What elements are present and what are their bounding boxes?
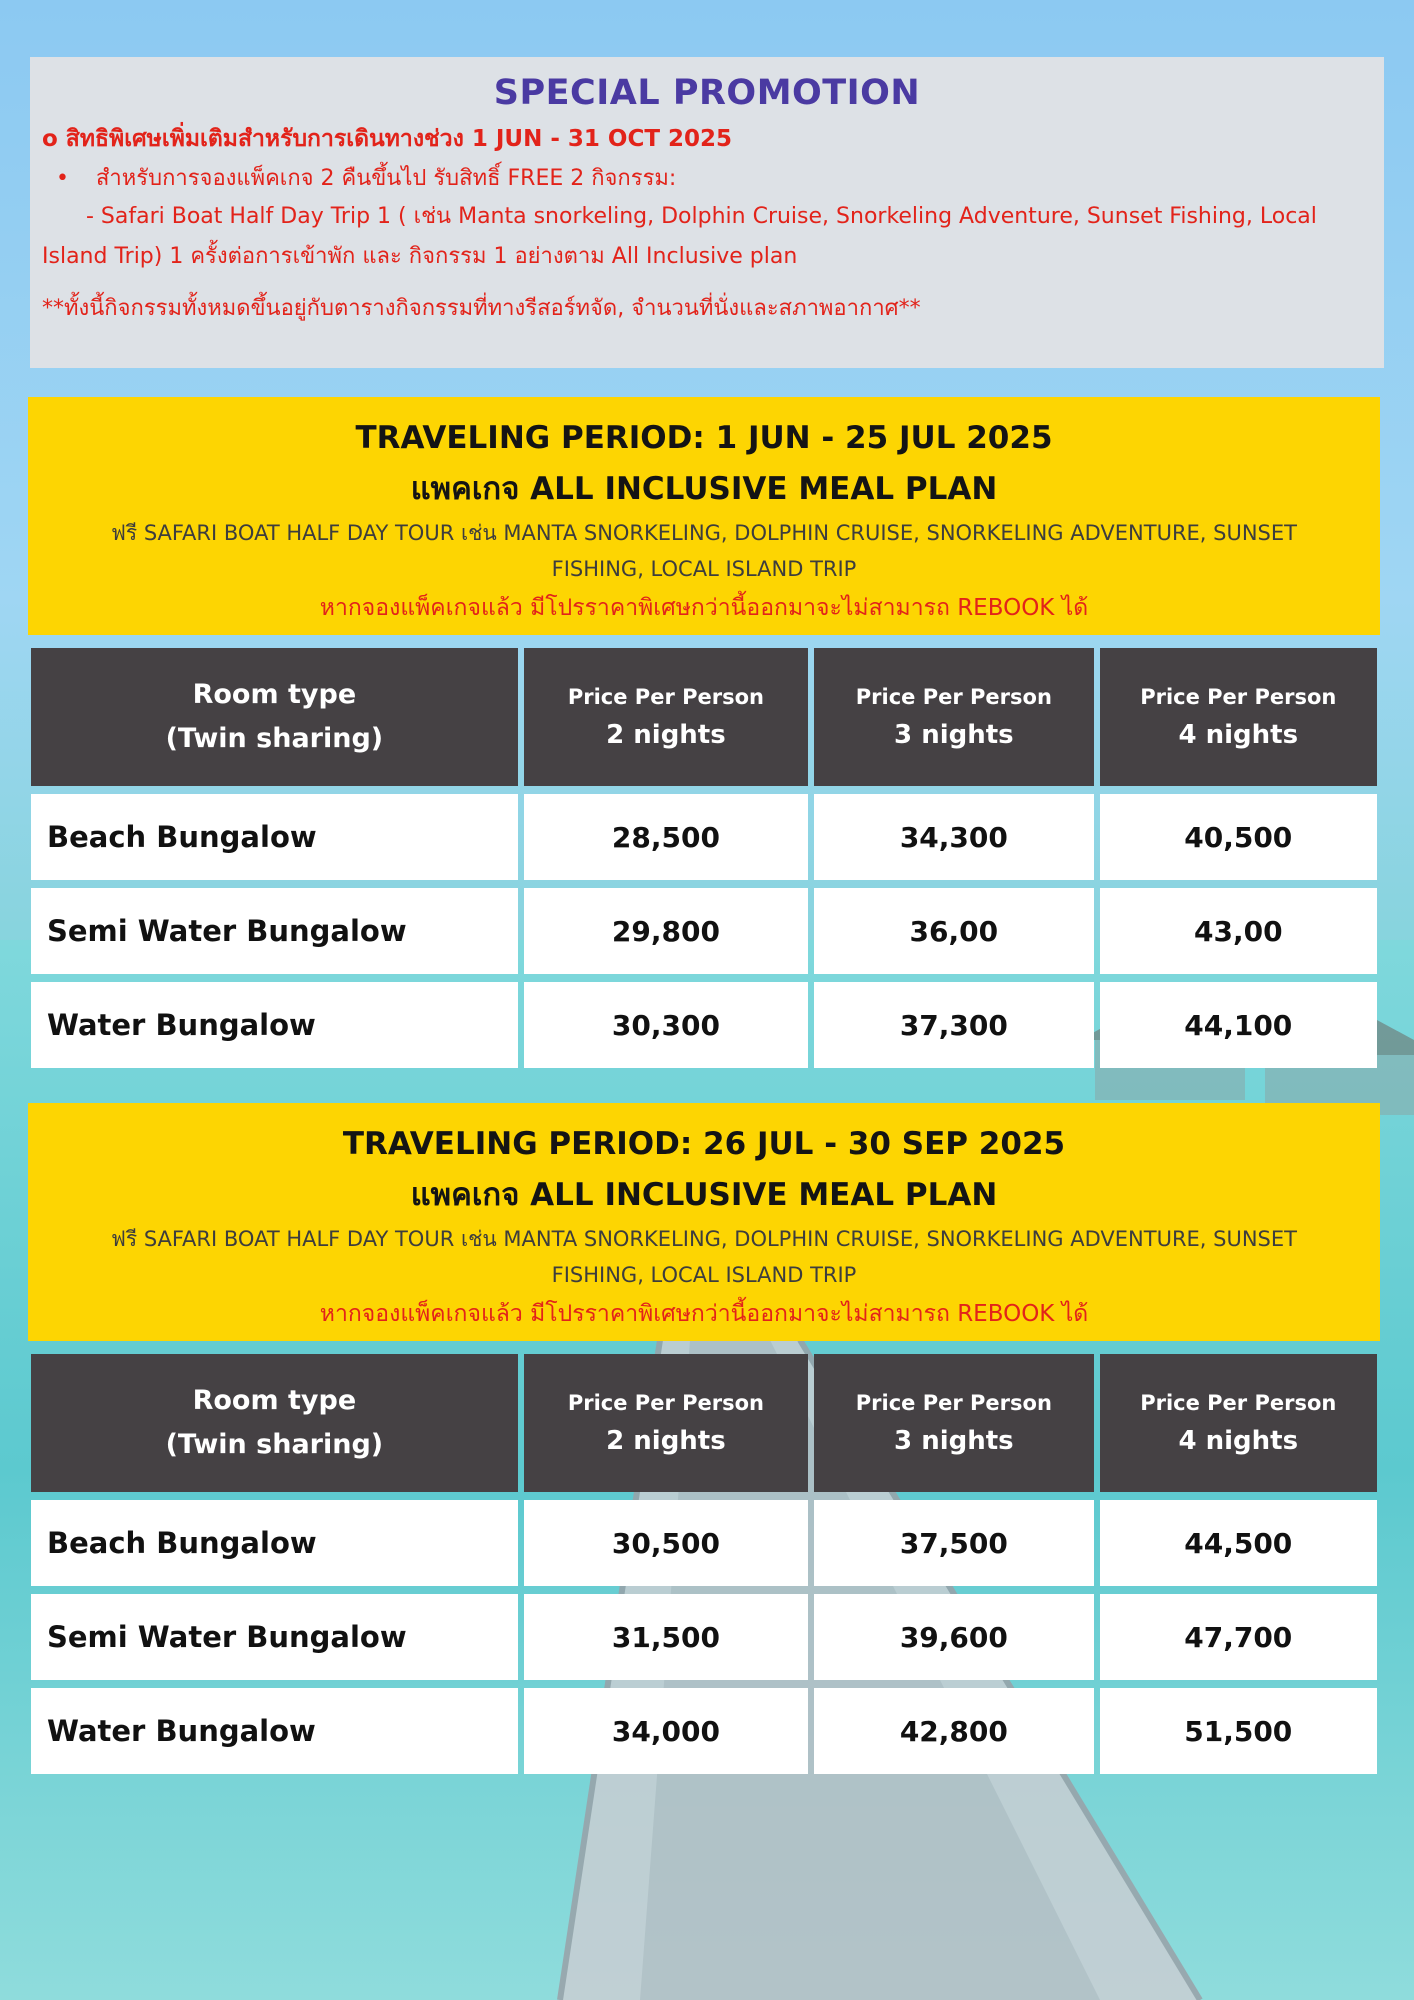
price-cell: 34,300 xyxy=(814,794,1093,880)
table-row xyxy=(31,1594,1377,1680)
price-cell: 36,00 xyxy=(814,888,1093,974)
header-nights: 3 nights xyxy=(894,1426,1014,1456)
special-promotion-box xyxy=(30,57,1384,368)
period-free-tour: ฟรี SAFARI BOAT HALF DAY TOUR เช่น MANTA SNORKELING, DOLPHIN CRUISE, SNORKELING ADVENTURE, SUNSET FISHING, LOCAL ISLAND TRIP xyxy=(111,1227,1297,1287)
price-cell: 34,000 xyxy=(524,1688,808,1774)
header-price-label: Price Per Person xyxy=(567,1391,764,1415)
header-nights: 3 nights xyxy=(894,720,1014,750)
period-title: TRAVELING PERIOD: 26 JUL - 30 SEP 2025 xyxy=(342,1126,1066,1162)
promotion-note: **ทั้งนี้กิจกรรมทั้งหมดขึ้นอยู่กับตารางกิจกรรมที่ทางรีสอร์ทจัด, จำนวนที่นั่งและสภาพอากาศ** xyxy=(42,296,921,321)
price-cell: 44,500 xyxy=(1100,1500,1377,1586)
room-name: Semi Water Bungalow xyxy=(31,1594,518,1680)
header-price-label: Price Per Person xyxy=(567,685,764,709)
header-room-label: Room type xyxy=(192,1385,357,1416)
table-row xyxy=(31,1500,1377,1586)
price-cell: 31,500 xyxy=(524,1594,808,1680)
promotion-bullet-text: สำหรับการจองแพ็คเกจ 2 คืนขึ้นไป รับสิทธิ์ FREE 2 กิจกรรม: xyxy=(96,166,677,191)
period-plan: แพคเกจ ALL INCLUSIVE MEAL PLAN xyxy=(410,471,998,507)
price-table-2 xyxy=(25,1346,1383,1782)
header-2-nights xyxy=(524,648,808,786)
period-free-tour: ฟรี SAFARI BOAT HALF DAY TOUR เช่น MANTA SNORKELING, DOLPHIN CRUISE, SNORKELING ADVENTURE, SUNSET FISHING, LOCAL ISLAND TRIP xyxy=(111,521,1297,581)
period-rebook-warning: หากจองแพ็คเกจแล้ว มีโปรราคาพิเศษกว่านี้ออกมาจะไม่สามารถ REBOOK ได้ xyxy=(319,1301,1089,1327)
header-room-type xyxy=(31,648,518,786)
promotion-title: SPECIAL PROMOTION xyxy=(493,73,921,113)
price-cell: 42,800 xyxy=(814,1688,1093,1774)
price-cell: 43,00 xyxy=(1100,888,1377,974)
promotion-bullet xyxy=(42,161,1372,197)
table-header-row xyxy=(31,648,1377,786)
price-cell: 37,300 xyxy=(814,982,1093,1068)
promotion-detail: - Safari Boat Half Day Trip 1 ( เช่น Manta snorkeling, Dolphin Cruise, Snorkeling Adventure, Sunset Fishing, Local Island Trip) 1 ครั้งต่อการเข้าพัก และ กิจกรรม 1 อย่างตาม All Inclusive plan xyxy=(42,204,1317,269)
price-cell: 37,500 xyxy=(814,1500,1093,1586)
header-nights: 2 nights xyxy=(606,720,726,750)
table-row xyxy=(31,1688,1377,1774)
room-name: Beach Bungalow xyxy=(31,1500,518,1586)
header-4-nights xyxy=(1100,648,1377,786)
table-row xyxy=(31,888,1377,974)
price-cell: 40,500 xyxy=(1100,794,1377,880)
price-cell: 39,600 xyxy=(814,1594,1093,1680)
bullet-dot-icon: • xyxy=(56,166,69,191)
period-banner-1 xyxy=(28,397,1380,635)
period-title: TRAVELING PERIOD: 1 JUN - 25 JUL 2025 xyxy=(355,420,1053,456)
header-3-nights xyxy=(814,1354,1093,1492)
room-name: Water Bungalow xyxy=(31,982,518,1068)
header-price-label: Price Per Person xyxy=(1140,1391,1337,1415)
header-price-label: Price Per Person xyxy=(855,1391,1052,1415)
price-table-1 xyxy=(25,640,1383,1076)
header-price-label: Price Per Person xyxy=(1140,685,1337,709)
price-cell: 29,800 xyxy=(524,888,808,974)
header-room-sub: (Twin sharing) xyxy=(165,723,384,754)
header-price-label: Price Per Person xyxy=(855,685,1052,709)
header-room-sub: (Twin sharing) xyxy=(165,1429,384,1460)
room-name: Semi Water Bungalow xyxy=(31,888,518,974)
period-banner-2 xyxy=(28,1103,1380,1341)
header-nights: 4 nights xyxy=(1178,1426,1299,1456)
price-cell: 44,100 xyxy=(1100,982,1377,1068)
price-cell: 51,500 xyxy=(1100,1688,1377,1774)
header-2-nights xyxy=(524,1354,808,1492)
header-room-label: Room type xyxy=(192,679,357,710)
header-nights: 2 nights xyxy=(606,1426,726,1456)
price-cell: 30,500 xyxy=(524,1500,808,1586)
table-row xyxy=(31,982,1377,1068)
price-cell: 28,500 xyxy=(524,794,808,880)
header-3-nights xyxy=(814,648,1093,786)
table-header-row xyxy=(31,1354,1377,1492)
price-cell: 30,300 xyxy=(524,982,808,1068)
header-4-nights xyxy=(1100,1354,1377,1492)
promotion-period-line: o สิทธิพิเศษเพิ่มเติมสำหรับการเดินทางช่วง 1 JUN - 31 OCT 2025 xyxy=(42,126,733,152)
header-room-type xyxy=(31,1354,518,1492)
room-name: Water Bungalow xyxy=(31,1688,518,1774)
table-row xyxy=(31,794,1377,880)
header-nights: 4 nights xyxy=(1178,720,1299,750)
room-name: Beach Bungalow xyxy=(31,794,518,880)
period-plan: แพคเกจ ALL INCLUSIVE MEAL PLAN xyxy=(410,1177,998,1213)
period-rebook-warning: หากจองแพ็คเกจแล้ว มีโปรราคาพิเศษกว่านี้ออกมาจะไม่สามารถ REBOOK ได้ xyxy=(319,595,1089,621)
price-cell: 47,700 xyxy=(1100,1594,1377,1680)
